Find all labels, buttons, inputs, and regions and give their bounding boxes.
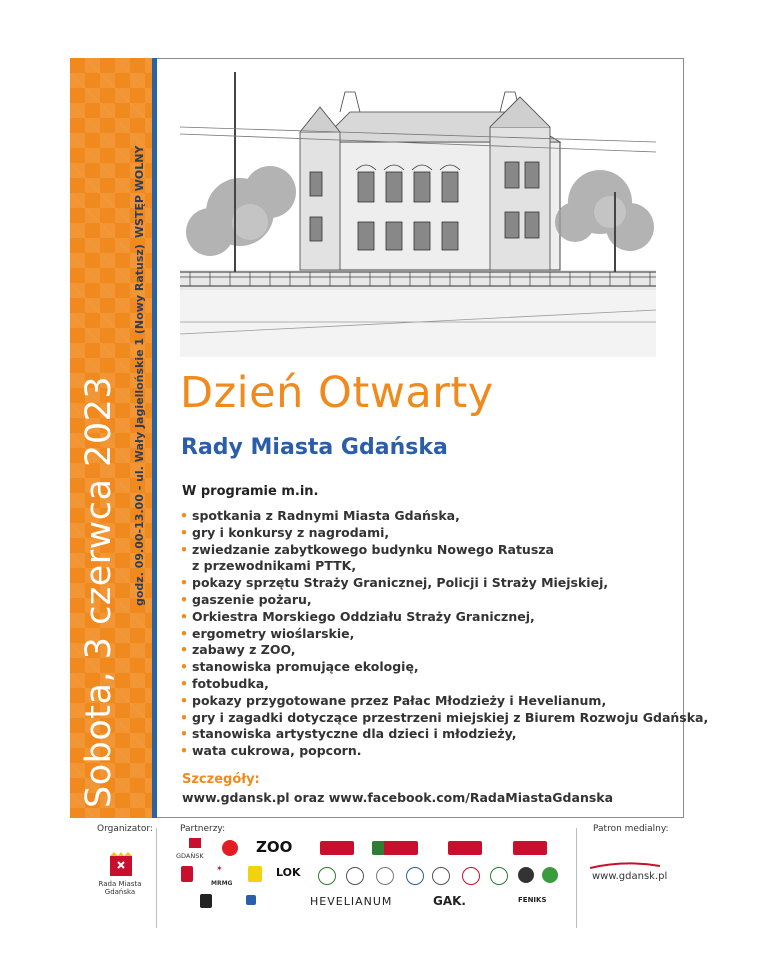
list-item-text: zwiedzanie zabytkowego budynku Nowego Ratusza: [192, 541, 554, 557]
bullet-icon: •: [180, 692, 188, 708]
list-item: [180, 659, 708, 676]
list-item: [180, 525, 708, 542]
list-item-text: gry i zagadki dotyczące przestrzeni miejskiej z Biurem Rozwoju Gdańska,: [192, 709, 709, 725]
list-item: [180, 743, 708, 760]
partner-round-emblem-1-icon: [318, 867, 336, 885]
bullet-icon: •: [180, 659, 188, 675]
free-entry-note: WSTĘP WOLNY: [133, 145, 146, 239]
list-item: [180, 676, 708, 693]
list-item-text: pokazy sprzętu Straży Granicznej, Policji i Straży Miejskiej,: [192, 575, 609, 591]
partners-label: Partnerzy:: [180, 824, 226, 834]
partner-round-emblem-7-icon: [490, 867, 508, 885]
mrmg-logo-icon: ✶: [216, 864, 223, 873]
list-item-text: stanowiska artystyczne dla dzieci i młodzieży,: [192, 726, 517, 742]
list-item: [180, 710, 708, 727]
bullet-icon: •: [180, 743, 188, 759]
organizer-label: Organizator:: [97, 824, 153, 834]
sponsors-footer: [70, 818, 684, 928]
list-item-text: fotobudka,: [192, 675, 269, 691]
bullet-icon: •: [180, 709, 188, 725]
list-item-text: zabawy z ZOO,: [192, 642, 296, 658]
list-item: [180, 609, 708, 626]
partner-round-emblem-3-icon: [376, 867, 394, 885]
event-title: Dzień Otwarty: [180, 368, 494, 418]
list-item: [180, 508, 708, 525]
list-item: [180, 626, 708, 643]
partner-round-emblem-2-icon: [346, 867, 364, 885]
partner-red-circle-logo-icon: [222, 840, 238, 856]
list-item-text: pokazy przygotowane przez Pałac Młodzieży i Hevelianum,: [192, 692, 607, 708]
partner-crest-icon: [181, 866, 193, 882]
rotated-sidebar-text: [75, 58, 155, 808]
bullet-icon: •: [180, 541, 188, 557]
list-item: [180, 592, 708, 609]
bullet-icon: •: [180, 642, 188, 658]
gak-logo: GAK.: [433, 894, 466, 908]
town-hall-illustration: [180, 72, 656, 357]
partner-round-emblem-6-icon: [462, 867, 480, 885]
list-item-text: gaszenie pożaru,: [192, 591, 312, 607]
event-date: Sobota, 3 czerwca 2023: [79, 375, 119, 808]
event-time-location: [133, 146, 146, 606]
list-item: [180, 642, 708, 659]
gdansk-logo-icon: [181, 838, 209, 852]
partner-dark-logo-icon: [200, 894, 212, 908]
hevelianum-logo: HEVELIANUM: [310, 895, 393, 908]
list-item: [180, 726, 708, 743]
program-heading: W programie m.in.: [182, 484, 319, 499]
partner-blue-logo-icon: [246, 895, 256, 905]
list-item: [180, 693, 708, 710]
list-item-text: gry i konkursy z nagrodami,: [192, 524, 390, 540]
partner-round-emblem-5-icon: [432, 867, 450, 885]
lok-logo: LOK: [276, 866, 301, 879]
partner-red-badge-3-icon: [448, 841, 482, 855]
partner-round-emblem-9-icon: [542, 867, 558, 883]
partner-round-emblem-8-icon: [518, 867, 534, 883]
program-list: [180, 508, 708, 760]
bullet-icon: •: [180, 591, 188, 607]
gdansk-pl-swoosh-icon: [590, 862, 660, 870]
list-item-text: ergometry wioślarskie,: [192, 625, 355, 641]
organizer-name: Rada Miasta Gdańska: [98, 880, 142, 896]
list-item: [180, 575, 708, 592]
footer-divider: [576, 828, 577, 928]
partner-red-badge-1-icon: [320, 841, 354, 855]
zoo-logo: ZOO: [256, 838, 293, 856]
patron-site[interactable]: www.gdansk.pl: [592, 871, 668, 882]
details-heading: Szczegóły:: [182, 772, 260, 787]
bullet-icon: •: [180, 508, 188, 523]
patron-label: Patron medialny:: [593, 824, 669, 834]
bullet-icon: •: [180, 625, 188, 641]
partner-round-emblem-4-icon: [406, 867, 424, 885]
list-item-text: z przewodnikami PTTK,: [192, 558, 357, 574]
partner-red-badge-2-icon: [384, 841, 418, 855]
list-item-text: spotkania z Radnymi Miasta Gdańska,: [192, 508, 460, 523]
list-item-text: wata cukrowa, popcorn.: [192, 743, 362, 759]
footer-divider: [156, 828, 157, 928]
partner-yellow-logo-icon: [248, 866, 262, 882]
event-subtitle: Rady Miasta Gdańska: [181, 435, 448, 460]
list-item-text: stanowiska promujące ekologię,: [192, 659, 419, 675]
bullet-icon: •: [180, 524, 188, 540]
details-links[interactable]: www.gdansk.pl oraz www.facebook.com/RadaMiastaGdanska: [182, 790, 614, 805]
bullet-icon: •: [180, 575, 188, 591]
bullet-icon: •: [180, 675, 188, 691]
list-item: [180, 542, 708, 559]
bullet-icon: •: [180, 608, 188, 624]
gdansk-coat-of-arms-icon: [108, 852, 134, 878]
mrmg-logo-text: MRMG: [211, 880, 233, 887]
feniks-logo: FENIKS: [518, 896, 547, 904]
gdansk-logo-text: GDAŃSK: [176, 852, 204, 860]
list-item-text: Orkiestra Morskiego Oddziału Straży Granicznej,: [192, 608, 535, 624]
list-item-continuation: [180, 558, 708, 575]
bullet-icon: •: [180, 726, 188, 742]
event-time-address: godz. 09.00-13.00 - ul. Wały Jagiellońskie 1 (Nowy Ratusz): [133, 244, 146, 606]
partner-red-badge-4-icon: [513, 841, 547, 855]
